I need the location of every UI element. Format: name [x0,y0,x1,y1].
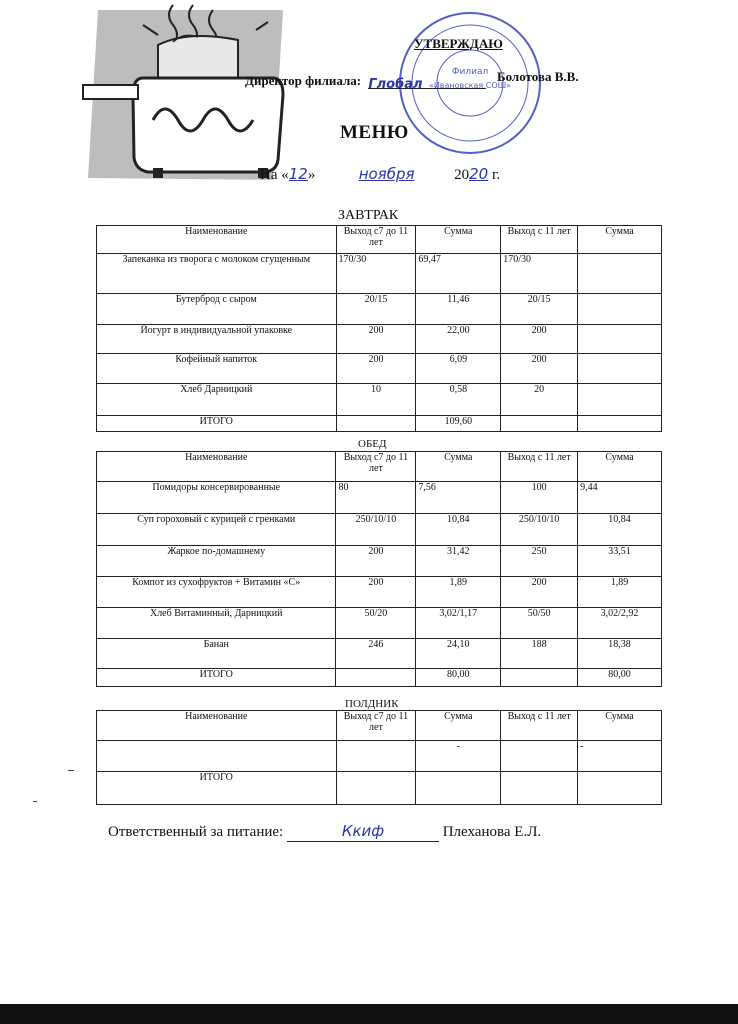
cell: 20/15 [501,294,578,325]
col-out-11: Выход с 11 лет [501,226,578,254]
cell: Йогурт в индивидуальной упаковке [97,325,337,354]
col-sum: Сумма [416,226,501,254]
cell [501,669,578,687]
total-row [97,416,662,432]
lunch-table [96,451,662,687]
table-header-row [97,452,662,482]
cell: Хлеб Дарницкий [97,384,337,416]
cell [578,354,662,384]
cell: 100 [501,482,578,514]
date-month: ноября [358,165,415,183]
table-row [97,514,662,546]
cell: Запеканка из творога с молоком сгущенным [97,254,337,294]
cell: 80,00 [416,669,501,687]
cell: 7,56 [416,482,501,514]
cell: Кофейный напиток [97,354,337,384]
table-header-row [97,711,662,741]
date-suffix: г. [488,167,501,183]
lunch-title: ОБЕД [358,438,387,450]
cell: 200 [501,325,578,354]
col-out-7-11: Выход с7 до 11 лет [336,452,416,482]
cell: 200 [336,354,416,384]
col-sum-2: Сумма [578,711,662,741]
date-mid: » [307,167,316,183]
cell: 10,84 [578,514,662,546]
cell: 6,09 [416,354,501,384]
cell: Помидоры консервированные [97,482,336,514]
cell: 0,58 [416,384,501,416]
breakfast-table [96,225,662,432]
col-out-11: Выход с 11 лет [501,452,578,482]
approval-heading: УТВЕРЖДАЮ [414,36,503,51]
breakfast-title: ЗАВТРАК [338,208,399,223]
director-signature: Глобал [368,77,423,92]
cell [578,325,662,354]
director-line [245,73,486,92]
total-row [97,669,662,687]
col-out-11: Выход с 11 лет [501,711,578,741]
col-sum: Сумма [416,711,501,741]
date-day: 12 [288,165,308,183]
responsible-signature: Ккиф [341,822,385,840]
date-year-a: 20 [454,167,470,183]
cell: 188 [501,639,578,669]
cell: 246 [336,639,416,669]
svg-text:«Ивановская СОШ»: «Ивановская СОШ» [428,81,512,90]
snack-title: ПОЛДНИК [345,698,399,710]
cell: ИТОГО [97,669,336,687]
table-row [97,254,662,294]
scan-mark [33,801,37,802]
table-row [97,294,662,325]
cell [336,772,416,805]
cell [336,669,416,687]
table-row [97,577,662,608]
cell [578,294,662,325]
cell: 200 [336,577,416,608]
cell [501,416,578,432]
col-sum-2: Сумма [578,452,662,482]
cell [501,772,578,805]
cell: Бутерброд с сыром [97,294,337,325]
cell [336,741,416,772]
responsible-name: Плеханова Е.Л. [442,824,542,840]
table-row [97,384,662,416]
cell: 69,47 [416,254,501,294]
toaster-illustration [78,0,293,185]
cell: 3,02/1,17 [416,608,501,639]
cell: 250/10/10 [336,514,416,546]
cell: 200 [336,325,416,354]
cell: 24,10 [416,639,501,669]
cell: 1,89 [416,577,501,608]
cell [578,254,662,294]
col-name: Наименование [97,226,337,254]
responsible-signature-line [287,822,439,842]
director-name: Болотова В.В. [497,69,579,84]
cell: ИТОГО [97,772,337,805]
cell: 22,00 [416,325,501,354]
cell: 200 [501,354,578,384]
table-row [97,354,662,384]
page-title: МЕНЮ [340,122,409,143]
date-year-b: 20 [469,165,489,183]
responsible-label: Ответственный за питание: [108,824,284,840]
cell: 18,38 [578,639,662,669]
director-label: Директор филиала: [245,73,362,88]
cell: 3,02/2,92 [578,608,662,639]
cell: 80 [336,482,416,514]
table-row [97,741,662,772]
col-sum: Сумма [416,452,501,482]
cell: 10,84 [416,514,501,546]
table-row [97,325,662,354]
cell: Банан [97,639,336,669]
col-name: Наименование [97,711,337,741]
cell: 170/30 [336,254,416,294]
cell: 170/30 [501,254,578,294]
cell [578,384,662,416]
cell [336,416,416,432]
cell [97,741,337,772]
scan-border [0,1004,738,1024]
total-row [97,772,662,805]
cell: - [578,741,662,772]
responsible-line [108,822,541,842]
cell: ИТОГО [97,416,337,432]
col-name: Наименование [97,452,336,482]
col-out-7-11: Выход с7 до 11 лет [336,226,416,254]
cell: 33,51 [578,546,662,577]
snack-table [96,710,662,805]
cell: 10 [336,384,416,416]
svg-text:Филиал: Филиал [451,67,489,77]
cell: Жаркое по-домашнему [97,546,336,577]
cell: 31,42 [416,546,501,577]
table-header-row [97,226,662,254]
date-line [260,165,500,184]
cell: 200 [501,577,578,608]
table-row [97,482,662,514]
cell: 20/15 [336,294,416,325]
scan-mark [68,770,74,771]
cell: 1,89 [578,577,662,608]
cell: 250/10/10 [501,514,578,546]
cell: 200 [336,546,416,577]
col-out-7-11: Выход с7 до 11 лет [336,711,416,741]
cell: 50/50 [501,608,578,639]
cell: 11,46 [416,294,501,325]
cell: 50/20 [336,608,416,639]
cell: 109,60 [416,416,501,432]
date-prefix: На « [260,167,289,183]
cell: 9,44 [578,482,662,514]
cell: - [416,741,501,772]
table-row [97,608,662,639]
cell: 80,00 [578,669,662,687]
cell: Суп гороховый с курицей с гренками [97,514,336,546]
director-signature-line [368,76,486,92]
cell [578,772,662,805]
col-sum-2: Сумма [578,226,662,254]
table-row [97,546,662,577]
cell: Компот из сухофруктов + Витамин «С» [97,577,336,608]
cell: Хлеб Витаминный, Дарницкий [97,608,336,639]
cell [416,772,501,805]
cell: 250 [501,546,578,577]
cell: 20 [501,384,578,416]
table-row [97,639,662,669]
cell [501,741,578,772]
cell [578,416,662,432]
